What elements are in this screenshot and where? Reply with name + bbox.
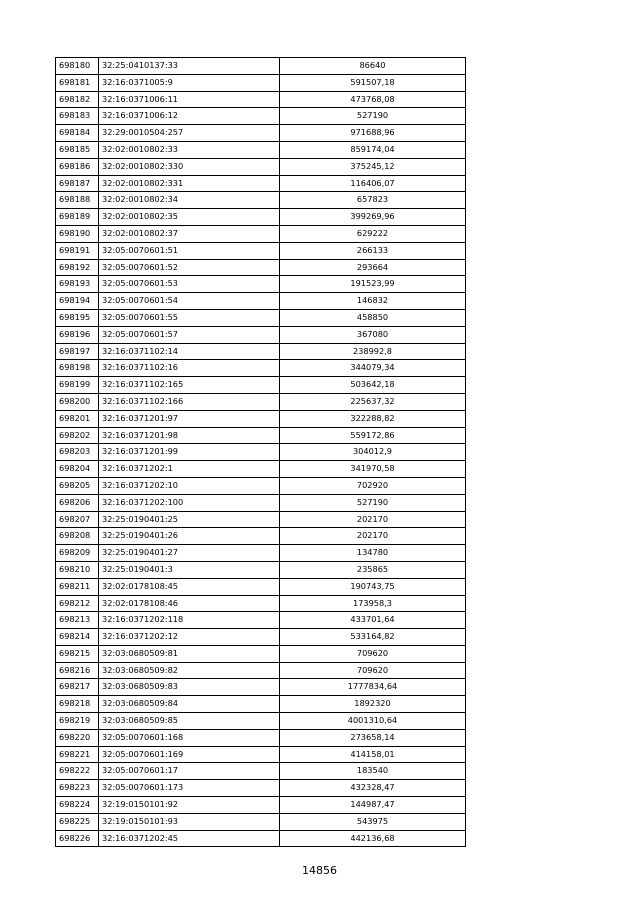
cadastral-number-cell: 32:05:0070601:52 bbox=[99, 259, 280, 276]
cadastral-number-cell: 32:16:0371102:16 bbox=[99, 360, 280, 377]
table-row bbox=[56, 209, 466, 226]
value-cell: 266133 bbox=[280, 242, 466, 259]
table-row bbox=[56, 444, 466, 461]
table-row bbox=[56, 595, 466, 612]
table-row bbox=[56, 780, 466, 797]
cadastral-number-cell: 32:29:0010504:257 bbox=[99, 125, 280, 142]
table-row bbox=[56, 477, 466, 494]
value-cell: 191523,99 bbox=[280, 276, 466, 293]
cadastral-number-cell: 32:02:0010802:331 bbox=[99, 175, 280, 192]
value-cell: 657823 bbox=[280, 192, 466, 209]
cadastral-number-cell: 32:05:0070601:57 bbox=[99, 326, 280, 343]
value-cell: 86640 bbox=[280, 58, 466, 75]
table-row bbox=[56, 662, 466, 679]
row-id-cell: 698219 bbox=[56, 713, 99, 730]
value-cell: 629222 bbox=[280, 225, 466, 242]
value-cell: 543975 bbox=[280, 813, 466, 830]
table-row bbox=[56, 629, 466, 646]
value-cell: 190743,75 bbox=[280, 578, 466, 595]
value-cell: 225637,32 bbox=[280, 393, 466, 410]
value-cell: 173958,3 bbox=[280, 595, 466, 612]
value-cell: 859174,04 bbox=[280, 141, 466, 158]
row-id-cell: 698223 bbox=[56, 780, 99, 797]
cadastral-number-cell: 32:05:0070601:173 bbox=[99, 780, 280, 797]
row-id-cell: 698185 bbox=[56, 141, 99, 158]
table-row bbox=[56, 813, 466, 830]
table-row bbox=[56, 830, 466, 847]
cadastral-number-cell: 32:03:0680509:82 bbox=[99, 662, 280, 679]
cadastral-number-cell: 32:16:0371202:10 bbox=[99, 477, 280, 494]
row-id-cell: 698195 bbox=[56, 309, 99, 326]
row-id-cell: 698191 bbox=[56, 242, 99, 259]
value-cell: 591507,18 bbox=[280, 74, 466, 91]
page-number: 14856 bbox=[302, 864, 337, 877]
row-id-cell: 698221 bbox=[56, 746, 99, 763]
cadastral-number-cell: 32:02:0178108:46 bbox=[99, 595, 280, 612]
value-cell: 367080 bbox=[280, 326, 466, 343]
cadastral-number-cell: 32:16:0371202:118 bbox=[99, 612, 280, 629]
row-id-cell: 698188 bbox=[56, 192, 99, 209]
row-id-cell: 698208 bbox=[56, 528, 99, 545]
value-cell: 304012,9 bbox=[280, 444, 466, 461]
table-row bbox=[56, 528, 466, 545]
cadastral-number-cell: 32:25:0190401:27 bbox=[99, 545, 280, 562]
row-id-cell: 698204 bbox=[56, 461, 99, 478]
value-cell: 458850 bbox=[280, 309, 466, 326]
row-id-cell: 698180 bbox=[56, 58, 99, 75]
table-row bbox=[56, 713, 466, 730]
cadastral-value-table bbox=[55, 57, 466, 847]
table-row bbox=[56, 729, 466, 746]
cadastral-number-cell: 32:02:0178108:45 bbox=[99, 578, 280, 595]
row-id-cell: 698198 bbox=[56, 360, 99, 377]
cadastral-number-cell: 32:16:0371005:9 bbox=[99, 74, 280, 91]
value-cell: 503642,18 bbox=[280, 377, 466, 394]
table-row bbox=[56, 141, 466, 158]
value-cell: 273658,14 bbox=[280, 729, 466, 746]
cadastral-number-cell: 32:16:0371006:12 bbox=[99, 108, 280, 125]
cadastral-number-cell: 32:16:0371201:97 bbox=[99, 410, 280, 427]
value-cell: 527190 bbox=[280, 108, 466, 125]
row-id-cell: 698220 bbox=[56, 729, 99, 746]
value-cell: 1892320 bbox=[280, 696, 466, 713]
row-id-cell: 698222 bbox=[56, 763, 99, 780]
table-row bbox=[56, 545, 466, 562]
value-cell: 527190 bbox=[280, 494, 466, 511]
cadastral-number-cell: 32:25:0190401:25 bbox=[99, 511, 280, 528]
value-cell: 533164,82 bbox=[280, 629, 466, 646]
value-cell: 399269,96 bbox=[280, 209, 466, 226]
value-cell: 202170 bbox=[280, 528, 466, 545]
table-row bbox=[56, 326, 466, 343]
row-id-cell: 698182 bbox=[56, 91, 99, 108]
table-row bbox=[56, 343, 466, 360]
value-cell: 4001310,64 bbox=[280, 713, 466, 730]
cadastral-number-cell: 32:16:0371102:165 bbox=[99, 377, 280, 394]
value-cell: 146832 bbox=[280, 293, 466, 310]
table-row bbox=[56, 427, 466, 444]
cadastral-number-cell: 32:05:0070601:51 bbox=[99, 242, 280, 259]
value-cell: 709620 bbox=[280, 645, 466, 662]
row-id-cell: 698193 bbox=[56, 276, 99, 293]
table-row bbox=[56, 108, 466, 125]
row-id-cell: 698218 bbox=[56, 696, 99, 713]
value-cell: 202170 bbox=[280, 511, 466, 528]
table-row bbox=[56, 309, 466, 326]
value-cell: 235865 bbox=[280, 561, 466, 578]
table-row bbox=[56, 797, 466, 814]
row-id-cell: 698190 bbox=[56, 225, 99, 242]
cadastral-number-cell: 32:05:0070601:168 bbox=[99, 729, 280, 746]
row-id-cell: 698181 bbox=[56, 74, 99, 91]
cadastral-number-cell: 32:02:0010802:35 bbox=[99, 209, 280, 226]
value-cell: 432328,47 bbox=[280, 780, 466, 797]
row-id-cell: 698197 bbox=[56, 343, 99, 360]
row-id-cell: 698207 bbox=[56, 511, 99, 528]
cadastral-number-cell: 32:16:0371202:45 bbox=[99, 830, 280, 847]
table-row bbox=[56, 645, 466, 662]
row-id-cell: 698200 bbox=[56, 393, 99, 410]
row-id-cell: 698214 bbox=[56, 629, 99, 646]
cadastral-number-cell: 32:25:0410137:33 bbox=[99, 58, 280, 75]
value-cell: 116406,07 bbox=[280, 175, 466, 192]
cadastral-number-cell: 32:05:0070601:53 bbox=[99, 276, 280, 293]
table-row bbox=[56, 461, 466, 478]
table-row bbox=[56, 360, 466, 377]
row-id-cell: 698224 bbox=[56, 797, 99, 814]
row-id-cell: 698186 bbox=[56, 158, 99, 175]
table-row bbox=[56, 293, 466, 310]
value-cell: 322288,82 bbox=[280, 410, 466, 427]
table-row bbox=[56, 125, 466, 142]
table-row bbox=[56, 561, 466, 578]
row-id-cell: 698203 bbox=[56, 444, 99, 461]
table-row bbox=[56, 175, 466, 192]
value-cell: 559172,86 bbox=[280, 427, 466, 444]
table-row bbox=[56, 276, 466, 293]
table-row bbox=[56, 679, 466, 696]
value-cell: 344079,34 bbox=[280, 360, 466, 377]
row-id-cell: 698213 bbox=[56, 612, 99, 629]
row-id-cell: 698209 bbox=[56, 545, 99, 562]
row-id-cell: 698215 bbox=[56, 645, 99, 662]
row-id-cell: 698184 bbox=[56, 125, 99, 142]
cadastral-number-cell: 32:19:0150101:92 bbox=[99, 797, 280, 814]
row-id-cell: 698192 bbox=[56, 259, 99, 276]
cadastral-number-cell: 32:25:0190401:3 bbox=[99, 561, 280, 578]
cadastral-number-cell: 32:25:0190401:26 bbox=[99, 528, 280, 545]
cadastral-number-cell: 32:16:0371202:1 bbox=[99, 461, 280, 478]
table-row bbox=[56, 612, 466, 629]
row-id-cell: 698206 bbox=[56, 494, 99, 511]
cadastral-number-cell: 32:03:0680509:83 bbox=[99, 679, 280, 696]
table-row bbox=[56, 259, 466, 276]
table-row bbox=[56, 393, 466, 410]
cadastral-number-cell: 32:02:0010802:330 bbox=[99, 158, 280, 175]
cadastral-number-cell: 32:03:0680509:84 bbox=[99, 696, 280, 713]
value-cell: 341970,58 bbox=[280, 461, 466, 478]
table-row bbox=[56, 225, 466, 242]
value-cell: 442136,68 bbox=[280, 830, 466, 847]
value-cell: 144987,47 bbox=[280, 797, 466, 814]
table-row bbox=[56, 158, 466, 175]
row-id-cell: 698210 bbox=[56, 561, 99, 578]
table-row bbox=[56, 192, 466, 209]
row-id-cell: 698226 bbox=[56, 830, 99, 847]
cadastral-number-cell: 32:05:0070601:54 bbox=[99, 293, 280, 310]
row-id-cell: 698217 bbox=[56, 679, 99, 696]
value-cell: 473768,08 bbox=[280, 91, 466, 108]
table-row bbox=[56, 763, 466, 780]
cadastral-number-cell: 32:16:0371202:12 bbox=[99, 629, 280, 646]
row-id-cell: 698187 bbox=[56, 175, 99, 192]
value-cell: 433701,64 bbox=[280, 612, 466, 629]
cadastral-number-cell: 32:02:0010802:37 bbox=[99, 225, 280, 242]
table-row bbox=[56, 511, 466, 528]
cadastral-number-cell: 32:03:0680509:85 bbox=[99, 713, 280, 730]
row-id-cell: 698194 bbox=[56, 293, 99, 310]
value-cell: 134780 bbox=[280, 545, 466, 562]
cadastral-number-cell: 32:02:0010802:34 bbox=[99, 192, 280, 209]
row-id-cell: 698205 bbox=[56, 477, 99, 494]
cadastral-number-cell: 32:16:0371102:14 bbox=[99, 343, 280, 360]
cadastral-number-cell: 32:16:0371202:100 bbox=[99, 494, 280, 511]
cadastral-number-cell: 32:05:0070601:169 bbox=[99, 746, 280, 763]
value-cell: 293664 bbox=[280, 259, 466, 276]
cadastral-number-cell: 32:05:0070601:17 bbox=[99, 763, 280, 780]
row-id-cell: 698212 bbox=[56, 595, 99, 612]
value-cell: 971688,96 bbox=[280, 125, 466, 142]
row-id-cell: 698199 bbox=[56, 377, 99, 394]
value-cell: 375245,12 bbox=[280, 158, 466, 175]
row-id-cell: 698183 bbox=[56, 108, 99, 125]
cadastral-number-cell: 32:02:0010802:33 bbox=[99, 141, 280, 158]
cadastral-number-cell: 32:19:0150101:93 bbox=[99, 813, 280, 830]
cadastral-number-cell: 32:03:0680509:81 bbox=[99, 645, 280, 662]
row-id-cell: 698202 bbox=[56, 427, 99, 444]
value-cell: 238992,8 bbox=[280, 343, 466, 360]
cadastral-number-cell: 32:05:0070601:55 bbox=[99, 309, 280, 326]
table-row bbox=[56, 746, 466, 763]
table-row bbox=[56, 58, 466, 75]
cadastral-number-cell: 32:16:0371201:99 bbox=[99, 444, 280, 461]
value-cell: 1777834,64 bbox=[280, 679, 466, 696]
row-id-cell: 698196 bbox=[56, 326, 99, 343]
row-id-cell: 698211 bbox=[56, 578, 99, 595]
value-cell: 709620 bbox=[280, 662, 466, 679]
table-row bbox=[56, 578, 466, 595]
cadastral-number-cell: 32:16:0371201:98 bbox=[99, 427, 280, 444]
row-id-cell: 698216 bbox=[56, 662, 99, 679]
row-id-cell: 698189 bbox=[56, 209, 99, 226]
value-cell: 414158,01 bbox=[280, 746, 466, 763]
value-cell: 702920 bbox=[280, 477, 466, 494]
table-row bbox=[56, 696, 466, 713]
value-cell: 183540 bbox=[280, 763, 466, 780]
table-row bbox=[56, 494, 466, 511]
row-id-cell: 698225 bbox=[56, 813, 99, 830]
table-body bbox=[56, 58, 466, 847]
cadastral-number-cell: 32:16:0371006:11 bbox=[99, 91, 280, 108]
row-id-cell: 698201 bbox=[56, 410, 99, 427]
table-row bbox=[56, 377, 466, 394]
table-row bbox=[56, 242, 466, 259]
table-row bbox=[56, 74, 466, 91]
cadastral-number-cell: 32:16:0371102:166 bbox=[99, 393, 280, 410]
table-row bbox=[56, 91, 466, 108]
table-row bbox=[56, 410, 466, 427]
